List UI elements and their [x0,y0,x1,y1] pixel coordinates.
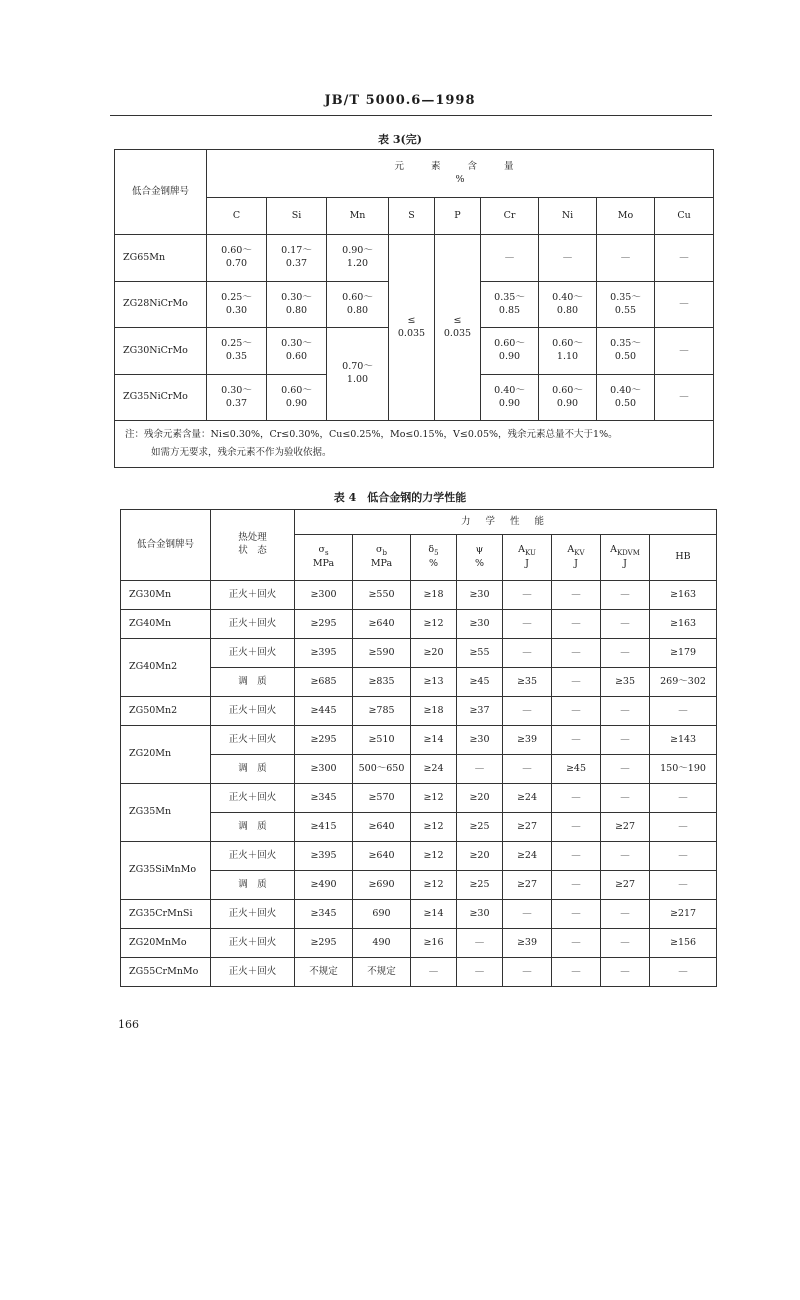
table4-group-header: 力 学 性 能 [295,510,717,535]
table-row [121,755,717,784]
value-cell: — [601,929,650,958]
property-header [457,535,503,581]
value-cell: 不规定 [353,958,411,987]
grade-cell: ZG20Mn [121,726,211,784]
value-cell: ≥14 [411,900,457,929]
value-cell: — [503,610,552,639]
table-row [121,813,717,842]
value-cell: ≥24 [411,755,457,784]
value-cell: ≥295 [295,610,353,639]
value-cell: — [601,610,650,639]
value-cell: ≥39 [503,929,552,958]
value-cell: ≥45 [552,755,601,784]
table-row [121,784,717,813]
value-cell: ≥27 [503,813,552,842]
ni-cell: — [539,235,597,282]
cr-cell: — [481,235,539,282]
value-cell: — [601,842,650,871]
grade-cell: ZG30Mn [121,581,211,610]
unit: MPa [370,558,393,570]
mo-cell: 0.35～ 0.50 [597,328,655,375]
value-cell: ≥30 [457,726,503,755]
symbol: δ [428,543,435,555]
value-cell: ≥30 [457,610,503,639]
subscript: KDVM [616,548,640,557]
symbol: σ [376,543,383,555]
value-cell: ≥18 [411,697,457,726]
si-cell: 0.60～ 0.90 [267,375,327,421]
table3 [114,149,714,468]
element-header: Mn [327,198,389,235]
value-cell: 690 [353,900,411,929]
table-row [121,871,717,900]
value-cell: — [552,668,601,697]
value-cell: ≥690 [353,871,411,900]
grade-cell: ZG35Mn [121,784,211,842]
p-cell: ≤ 0.035 [435,235,481,421]
table3-unit: % [455,173,465,185]
value-cell: ≥13 [411,668,457,697]
value-cell: ≥20 [457,784,503,813]
value-cell: ≥25 [457,871,503,900]
value-cell: — [503,755,552,784]
header-rule [110,115,712,116]
page-number: 166 [118,1018,139,1031]
property-header [601,535,650,581]
grade-cell: ZG40Mn [121,610,211,639]
value-cell: — [457,755,503,784]
value-cell: — [457,929,503,958]
value-cell: — [601,726,650,755]
c-cell: 0.25～ 0.30 [207,282,267,328]
value-cell: — [503,639,552,668]
value-cell: ≥590 [353,639,411,668]
value-cell: ≥12 [411,784,457,813]
value-cell: ≥27 [503,871,552,900]
value-cell: — [650,784,717,813]
value-cell: — [503,581,552,610]
grade-cell: ZG35SiMnMo [121,842,211,900]
subscript: KV [574,548,585,557]
value-cell: ≥395 [295,639,353,668]
value-cell: ≥156 [650,929,717,958]
value-cell: ≥550 [353,581,411,610]
value-cell: ≥490 [295,871,353,900]
property-header [411,535,457,581]
table3-group-header [207,150,714,198]
table-row [121,610,717,639]
value-cell: ≥39 [503,726,552,755]
value-cell: ≥37 [457,697,503,726]
value-cell: — [552,813,601,842]
value-cell: ≥24 [503,784,552,813]
cu-cell: — [655,235,714,282]
value-cell: — [457,958,503,987]
value-cell: — [552,697,601,726]
value-cell: — [650,813,717,842]
value-cell: ≥25 [457,813,503,842]
value-cell: — [601,639,650,668]
value-cell: 490 [353,929,411,958]
table-row [121,726,717,755]
heat-treatment-cell: 调 质 [211,871,295,900]
table3-grade-header: 低合金钢牌号 [115,150,207,235]
grade-cell: ZG55CrMnMo [121,958,211,987]
property-header [295,535,353,581]
grade-cell: ZG20MnMo [121,929,211,958]
subscript: 5 [434,548,439,557]
table-row [121,639,717,668]
value-cell: — [552,610,601,639]
value-cell: — [601,900,650,929]
si-cell: 0.30～ 0.80 [267,282,327,328]
value-cell: — [552,639,601,668]
value-cell: — [552,871,601,900]
value-cell: ≥163 [650,581,717,610]
cr-cell: 0.60～ 0.90 [481,328,539,375]
value-cell: — [650,958,717,987]
cr-cell: 0.40～ 0.90 [481,375,539,421]
unit: J [525,558,529,570]
value-cell: ≥20 [457,842,503,871]
subscript: b [382,548,387,557]
heat-treatment-cell: 调 质 [211,668,295,697]
value-cell: — [552,726,601,755]
value-cell: ≥300 [295,581,353,610]
value-cell: ≥295 [295,929,353,958]
value-cell: — [503,958,552,987]
table-row [121,842,717,871]
mo-cell: — [597,235,655,282]
value-cell: ≥143 [650,726,717,755]
grade-cell: ZG28NiCrMo [115,282,207,328]
c-cell: 0.25～ 0.35 [207,328,267,375]
element-header: P [435,198,481,235]
heat-treatment-cell: 调 质 [211,755,295,784]
note-line: 注：残余元素含量：Ni≤0.30%，Cr≤0.30%，Cu≤0.25%，Mo≤0.15%，V≤0.05%，残余元素总量不大于1%。 [125,428,618,440]
c-cell: 0.30～ 0.37 [207,375,267,421]
value-cell: — [552,929,601,958]
heat-treatment-cell: 正火＋回火 [211,639,295,668]
unit: % [428,558,439,570]
mo-cell: 0.35～ 0.55 [597,282,655,328]
value-cell: ≥785 [353,697,411,726]
hb-header: HB [650,535,717,581]
value-cell: ≥35 [503,668,552,697]
table4-body [121,581,717,987]
value-cell: ≥45 [457,668,503,697]
grade-cell: ZG40Mn2 [121,639,211,697]
mo-cell: 0.40～ 0.50 [597,375,655,421]
symbol: A [518,543,525,555]
table3-note [115,421,714,468]
value-cell: ≥835 [353,668,411,697]
grade-cell: ZG65Mn [115,235,207,282]
value-cell: ≥415 [295,813,353,842]
element-header: S [389,198,435,235]
value-cell: ≥163 [650,610,717,639]
heat-treatment-cell: 正火＋回火 [211,726,295,755]
value-cell: — [601,784,650,813]
value-cell: — [650,697,717,726]
value-cell: 150～190 [650,755,717,784]
unit: MPa [312,558,335,570]
heat-treatment-cell: 正火＋回火 [211,900,295,929]
element-header: C [207,198,267,235]
value-cell: — [552,842,601,871]
table4-caption: 表 4 低合金钢的力学性能 [333,491,467,504]
subscript: s [324,548,329,557]
value-cell: ≥30 [457,900,503,929]
value-cell: ≥510 [353,726,411,755]
si-cell: 0.17～ 0.37 [267,235,327,282]
value-cell: ≥27 [601,813,650,842]
symbol: A [610,543,617,555]
value-cell: — [503,697,552,726]
value-cell: ≥30 [457,581,503,610]
table-row [121,900,717,929]
unit: J [574,558,578,570]
note-line: 如需方无要求，残余元素不作为验收依据。 [151,447,332,458]
standard-header: JB/T 5000.6—1998 [324,93,476,108]
value-cell: ≥24 [503,842,552,871]
heat-treatment-cell: 正火＋回火 [211,958,295,987]
value-cell: ≥12 [411,842,457,871]
cu-cell: — [655,328,714,375]
s-cell: ≤ 0.035 [389,235,435,421]
value-cell: ≥20 [411,639,457,668]
cu-cell: — [655,282,714,328]
value-cell: — [601,958,650,987]
table-row [121,581,717,610]
element-header: Ni [539,198,597,235]
value-cell: ≥14 [411,726,457,755]
ni-cell: 0.60～ 0.90 [539,375,597,421]
value-cell: ≥16 [411,929,457,958]
heat-treatment-cell: 正火＋回火 [211,784,295,813]
value-cell: ≥295 [295,726,353,755]
value-cell: — [503,900,552,929]
cr-cell: 0.35～ 0.85 [481,282,539,328]
subscript: KU [524,548,536,557]
value-cell: — [552,581,601,610]
property-header [503,535,552,581]
heat-treatment-cell: 正火＋回火 [211,842,295,871]
value-cell: ≥35 [601,668,650,697]
heat-treatment-cell: 调 质 [211,813,295,842]
heat-treatment-cell: 正火＋回火 [211,929,295,958]
heat-treatment-cell: 正火＋回火 [211,610,295,639]
value-cell: 269～302 [650,668,717,697]
value-cell: ≥445 [295,697,353,726]
value-cell: — [601,581,650,610]
value-cell: ≥179 [650,639,717,668]
value-cell: ≥345 [295,784,353,813]
property-header [353,535,411,581]
value-cell: ≥18 [411,581,457,610]
table4-ht-header: 热处理 状 态 [211,510,295,581]
value-cell: ≥345 [295,900,353,929]
value-cell: ≥570 [353,784,411,813]
element-header: Cu [655,198,714,235]
value-cell: — [650,842,717,871]
symbol: A [567,543,575,555]
value-cell: 500～650 [353,755,411,784]
table-row [121,668,717,697]
value-cell: ≥217 [650,900,717,929]
grade-cell: ZG35NiCrMo [115,375,207,421]
value-cell: 不规定 [295,958,353,987]
mn-cell: 0.60～ 0.80 [327,282,389,328]
value-cell: — [552,784,601,813]
grade-cell: ZG30NiCrMo [115,328,207,375]
symbol: σ [318,543,325,555]
grade-cell: ZG35CrMnSi [121,900,211,929]
element-header: Si [267,198,327,235]
value-cell: ≥12 [411,871,457,900]
element-header: Cr [481,198,539,235]
heat-treatment-cell: 正火＋回火 [211,581,295,610]
element-header: Mo [597,198,655,235]
ni-cell: 0.60～ 1.10 [539,328,597,375]
table3-group-title: 元 素 含 量 [394,160,526,172]
table4-grade-header: 低合金钢牌号 [121,510,211,581]
si-cell: 0.30～ 0.60 [267,328,327,375]
property-header [552,535,601,581]
value-cell: ≥395 [295,842,353,871]
grade-cell: ZG50Mn2 [121,697,211,726]
mn-cell: 0.70～ 1.00 [327,328,389,421]
value-cell: — [552,900,601,929]
value-cell: — [601,755,650,784]
heat-treatment-cell: 正火＋回火 [211,697,295,726]
value-cell: ≥300 [295,755,353,784]
table-row [121,958,717,987]
value-cell: — [650,871,717,900]
symbol: ψ [475,543,484,555]
unit: J [623,558,627,570]
value-cell: ≥685 [295,668,353,697]
value-cell: ≥55 [457,639,503,668]
table-row [121,697,717,726]
table4 [120,509,717,987]
value-cell: ≥640 [353,842,411,871]
c-cell: 0.60～ 0.70 [207,235,267,282]
value-cell: ≥640 [353,610,411,639]
table3-caption: 表 3(完) [378,133,422,146]
cu-cell: — [655,375,714,421]
value-cell: ≥27 [601,871,650,900]
value-cell: — [601,697,650,726]
value-cell: ≥12 [411,610,457,639]
mn-cell: 0.90～ 1.20 [327,235,389,282]
value-cell: — [411,958,457,987]
table-row [121,929,717,958]
ni-cell: 0.40～ 0.80 [539,282,597,328]
unit: % [474,558,485,570]
value-cell: ≥640 [353,813,411,842]
value-cell: — [552,958,601,987]
value-cell: ≥12 [411,813,457,842]
